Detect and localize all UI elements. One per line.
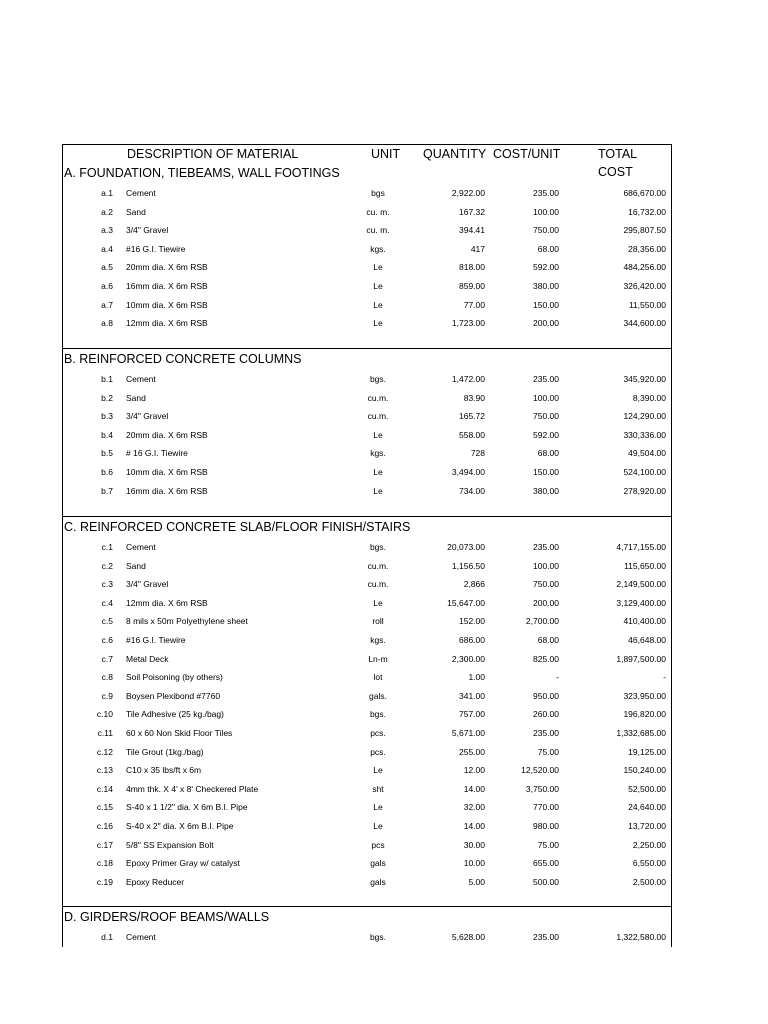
item-code: c.7 [101,653,113,664]
table-row [63,482,671,501]
item-cost-per-unit: 75.00 [537,746,559,757]
item-code: b.1 [101,374,113,384]
item-quantity: 77.00 [463,299,485,310]
item-unit: cu.m. [367,560,389,571]
item-quantity: 152.00 [459,616,485,627]
item-quantity: 3,494.00 [451,467,485,477]
item-description: Tile Grout (1kg./bag) [126,746,204,757]
table-row [63,650,671,669]
item-total-cost: 52,500.00 [628,783,666,794]
item-description: Cement [126,542,156,552]
item-total-cost: 24,640.00 [628,802,666,813]
item-total-cost: 686,670.00 [623,188,666,198]
item-unit: pcs [371,839,385,850]
item-quantity: 5,671.00 [451,728,485,738]
item-total-cost: 49,504.00 [628,448,666,459]
section-heading [63,163,671,183]
item-code: c.18 [96,858,113,869]
item-code: a.8 [101,318,113,329]
item-code: c.12 [96,746,113,757]
table-row [63,221,671,240]
item-quantity: 417 [470,243,485,254]
item-description: # 16 G.I. Tiewire [126,448,188,459]
item-total-cost: 1,322,580.00 [616,932,666,942]
item-quantity: 167.32 [459,206,485,217]
item-unit: bgs [371,188,385,198]
item-code: c.8 [101,672,113,683]
item-quantity: 83.90 [463,392,485,403]
item-cost-per-unit: 655.00 [533,858,559,869]
item-quantity: 32.00 [463,802,485,813]
item-description: S-40 x 2" dia. X 6m B.I. Pipe [126,821,234,831]
section-title: D. GIRDERS/ROOF BEAMS/WALLS [64,910,270,924]
item-description: Cement [126,932,156,942]
section-title: A. FOUNDATION, TIEBEAMS, WALL FOOTINGS [64,166,340,180]
item-description: Sand [126,392,146,403]
item-code: c.6 [101,635,113,645]
item-description: 5/8" SS Expansion Bolt [126,839,214,850]
item-unit: cu. m. [366,206,390,217]
item-cost-per-unit: 750.00 [533,579,559,590]
item-description: Metal Deck [126,653,169,664]
table-row [63,407,671,426]
section-title: C. REINFORCED CONCRETE SLAB/FLOOR FINISH/STAIRS [64,520,411,534]
item-code: a.3 [101,225,113,236]
item-unit: bgs. [369,542,387,552]
item-unit: lot [373,672,383,683]
item-cost-per-unit: 100.00 [533,392,559,403]
item-unit: roll [372,616,384,627]
item-cost-per-unit: 770.00 [533,802,559,813]
table-row [63,426,671,445]
item-code: c.3 [101,579,113,590]
item-code: c.13 [96,765,113,776]
item-description: 20mm dia. X 6m RSB [126,429,208,440]
item-description: 10mm dia. X 6m RSB [126,299,208,310]
item-description: #16 G.I. Tiewire [126,635,186,645]
item-cost-per-unit: 235.00 [533,728,559,738]
header-description: DESCRIPTION OF MATERIAL [127,147,299,161]
table-row [63,240,671,259]
table-row [63,538,671,557]
item-quantity: 30.00 [463,839,485,850]
item-cost-per-unit: 980.00 [533,821,559,831]
item-quantity: 859.00 [459,281,485,291]
item-quantity: 5,628.00 [451,932,485,942]
item-unit: pcs. [370,728,386,738]
item-code: c.9 [101,690,113,701]
item-cost-per-unit: 235.00 [533,542,559,552]
item-cost-per-unit: 235.00 [533,188,559,198]
item-description: 3/4" Gravel [126,225,169,236]
item-cost-per-unit: 2,700.00 [525,616,559,627]
item-code: b.7 [101,485,113,496]
item-total-cost: 115,650.00 [624,560,666,571]
item-description: C10 x 35 lbs/ft x 6m [126,765,202,776]
item-cost-per-unit: 592.00 [533,429,559,440]
item-total-cost: 3,129,400.00 [616,597,666,608]
header-quantity: QUANTITY [423,147,487,161]
item-quantity: 165.72 [459,411,485,422]
item-quantity: 728 [470,448,485,459]
item-description: Epoxy Reducer [126,876,185,887]
table-row [63,631,671,650]
item-quantity: 1,156.50 [451,560,485,571]
item-code: d.1 [101,932,113,942]
item-description: Soil Poisoning (by others) [126,672,223,683]
item-description: #16 G.I. Tiewire [126,243,186,254]
item-code: a.1 [101,188,113,198]
table-row [63,761,671,780]
item-total-cost: 6,550.00 [632,858,666,869]
item-description: 12mm dia. X 6m RSB [126,318,208,329]
table-row [63,612,671,631]
item-code: c.11 [97,728,113,738]
item-code: a.5 [101,262,113,273]
item-total-cost: 524,100.00 [623,467,666,477]
item-cost-per-unit: 750.00 [533,225,559,236]
item-total-cost: 19,125.00 [628,746,666,757]
item-unit: Le [373,597,383,608]
item-unit: kgs. [370,448,386,459]
item-total-cost: 2,149,500.00 [616,579,666,590]
item-code: b.3 [101,411,113,422]
item-cost-per-unit: 200.00 [533,597,559,608]
item-cost-per-unit: 235.00 [533,932,559,942]
item-unit: gals [370,858,386,869]
item-cost-per-unit: 68.00 [537,448,559,459]
item-code: c.15 [96,802,113,813]
material-cost-sheet [62,144,672,947]
item-total-cost: 196,820.00 [623,709,666,720]
table-row [63,296,671,315]
item-code: c.10 [96,709,113,720]
item-total-cost: 278,920.00 [623,485,666,496]
item-unit: bgs. [369,932,387,942]
item-description: Cement [126,374,156,384]
item-code: b.4 [101,429,113,440]
item-unit: cu.m. [367,392,389,403]
table-row [63,724,671,743]
item-total-cost: 4,717,155.00 [616,542,666,552]
item-unit: Le [373,429,383,440]
item-description: 8 mils x 50m Polyethylene sheet [126,616,248,627]
table-row [63,873,671,892]
table-row [63,836,671,855]
item-cost-per-unit: 950.00 [533,690,559,701]
item-quantity: 1.00 [468,672,485,683]
item-quantity: 558.00 [459,429,485,440]
item-description: 3/4" Gravel [126,411,169,422]
item-code: c.19 [96,876,113,887]
item-cost-per-unit: 75.00 [537,839,559,850]
item-total-cost: 150,240.00 [623,765,666,776]
item-total-cost: 11,550.00 [628,299,666,310]
item-unit: Le [373,318,383,329]
item-total-cost: 295,807.50 [623,225,666,236]
table-row [63,557,671,576]
item-code: a.4 [101,243,113,254]
item-unit: bgs. [369,709,387,720]
table-row [63,687,671,706]
item-unit: Le [373,467,383,477]
item-total-cost: 345,920.00 [623,374,666,384]
table-row [63,277,671,296]
table-row [63,389,671,408]
item-description: 10mm dia. X 6m RSB [126,467,208,477]
item-description: Boysen Plexibond #7760 [126,690,221,701]
item-unit: gals [370,876,386,887]
item-cost-per-unit: 825.00 [533,653,559,664]
table-row [63,705,671,724]
item-unit: bgs. [369,374,387,384]
item-code: c.1 [101,542,113,552]
item-unit: Le [373,281,383,291]
item-description: Tile Adhesive (25 kg./bag) [126,709,224,720]
table-row [63,184,671,203]
item-total-cost: 1,897,500.00 [616,653,666,664]
item-code: a.2 [101,206,113,217]
item-description: 16mm dia. X 6m RSB [126,485,208,496]
item-code: c.5 [101,616,113,627]
item-description: 4mm thk. X 4' x 8' Checkered Plate [126,783,259,794]
section-heading [63,907,671,927]
item-unit: Le [373,485,383,496]
item-unit: cu.m. [367,411,389,422]
item-cost-per-unit: 100.00 [533,560,559,571]
item-quantity: 2,300.00 [451,653,485,664]
item-unit: Le [373,299,383,310]
item-description: 16mm dia. X 6m RSB [126,281,208,291]
header-unit: UNIT [371,147,401,161]
item-total-cost: 410,400.00 [623,616,666,627]
item-code: b.2 [101,392,113,403]
item-cost-per-unit: 235.00 [533,374,559,384]
table-row [63,258,671,277]
item-cost-per-unit: 380.00 [533,485,559,496]
table-row [63,780,671,799]
section-heading [63,517,671,537]
table-row [63,444,671,463]
item-total-cost: 2,250.00 [632,839,666,850]
item-unit: Le [373,765,383,776]
table-row [63,370,671,389]
header-total-cost: TOTAL COST [598,147,637,179]
table-row [63,854,671,873]
item-cost-per-unit: 200.00 [533,318,559,329]
item-quantity: 5.00 [468,876,485,887]
table-row [63,314,671,333]
table-row [63,743,671,762]
item-code: b.6 [101,467,113,477]
item-cost-per-unit: 260.00 [533,709,559,720]
item-cost-per-unit: 12,520.00 [521,765,559,776]
item-code: c.16 [96,821,113,831]
item-total-cost: 326,420.00 [623,281,666,291]
table-row [63,668,671,687]
item-quantity: 1,723.00 [451,318,485,329]
item-unit: Le [373,802,383,813]
item-code: c.4 [101,597,113,608]
item-description: Sand [126,206,146,217]
item-total-cost: 16,732.00 [628,206,666,217]
item-quantity: 818.00 [459,262,485,273]
item-quantity: 2,866 [463,579,485,590]
table-row [63,817,671,836]
item-code: a.6 [101,281,113,291]
item-unit: Le [373,262,383,273]
item-cost-per-unit: 380.00 [533,281,559,291]
item-unit: sht [372,783,384,794]
item-code: c.2 [101,560,113,571]
item-quantity: 15,647.00 [447,597,485,608]
item-quantity: 394.41 [459,225,485,236]
section-title: B. REINFORCED CONCRETE COLUMNS [64,352,302,366]
item-code: b.5 [101,448,113,459]
table-row [63,575,671,594]
item-quantity: 757.00 [459,709,485,720]
item-cost-per-unit: 3,750.00 [525,783,559,794]
item-quantity: 2,922.00 [451,188,485,198]
item-total-cost: 484,256.00 [623,262,666,273]
item-quantity: 14.00 [463,821,485,831]
item-total-cost: 46,648.00 [628,635,666,645]
item-unit: Ln-m [368,653,388,664]
item-total-cost: 2,500.00 [632,876,666,887]
item-description: Cement [126,188,156,198]
item-description: Epoxy Primer Gray w/ catalyst [126,858,240,869]
item-cost-per-unit: 500.00 [533,876,559,887]
header-cost-unit: COST/UNIT [493,147,561,161]
item-quantity: 14.00 [463,783,485,794]
item-total-cost: 344,600.00 [623,318,666,329]
item-description: 20mm dia. X 6m RSB [126,262,208,273]
item-description: 12mm dia. X 6m RSB [126,597,208,608]
item-description: 3/4" Gravel [126,579,169,590]
item-total-cost: 1,332,685.00 [616,728,666,738]
table-row [63,203,671,222]
item-cost-per-unit: 150.00 [533,467,559,477]
item-total-cost: 330,336.00 [623,429,666,440]
item-code: c.14 [96,783,113,794]
item-cost-per-unit: 68.00 [537,635,559,645]
item-cost-per-unit: 592.00 [533,262,559,273]
table-row [63,463,671,482]
item-cost-per-unit: 68.00 [537,243,559,254]
table-row [63,798,671,817]
item-unit: cu.m. [367,579,389,590]
item-total-cost: 13,720.00 [628,821,666,831]
item-unit: Le [373,821,383,831]
item-total-cost: 323,950.00 [623,690,666,701]
item-total-cost: - [663,672,666,683]
item-quantity: 20,073.00 [447,542,485,552]
item-unit: kgs. [370,635,386,645]
item-quantity: 10.00 [463,858,485,869]
item-code: a.7 [101,299,113,310]
item-quantity: 12.00 [463,765,485,776]
item-description: S-40 x 1 1/2" dia. X 6m B.I. Pipe [126,802,248,813]
item-unit: gals. [369,690,387,701]
item-quantity: 1,472.00 [451,374,485,384]
item-cost-per-unit: 100.00 [533,206,559,217]
item-quantity: 255.00 [459,746,485,757]
item-unit: kgs. [370,243,386,254]
item-total-cost: 8,390.00 [632,392,666,403]
item-unit: cu. m. [366,225,390,236]
item-description: Sand [126,560,146,571]
item-code: c.17 [96,839,113,850]
item-quantity: 686.00 [459,635,485,645]
item-unit: pcs. [370,746,386,757]
item-cost-per-unit: 150.00 [533,299,559,310]
item-total-cost: 28,356.00 [628,243,666,254]
table-row [63,928,671,947]
item-cost-per-unit: 750.00 [533,411,559,422]
item-quantity: 734.00 [459,485,485,496]
item-total-cost: 124,290.00 [623,411,666,422]
item-quantity: 341.00 [459,690,485,701]
item-cost-per-unit: - [556,672,559,683]
item-description: 60 x 60 Non Skid Floor Tiles [126,728,233,738]
table-row [63,594,671,613]
section-heading [63,349,671,369]
